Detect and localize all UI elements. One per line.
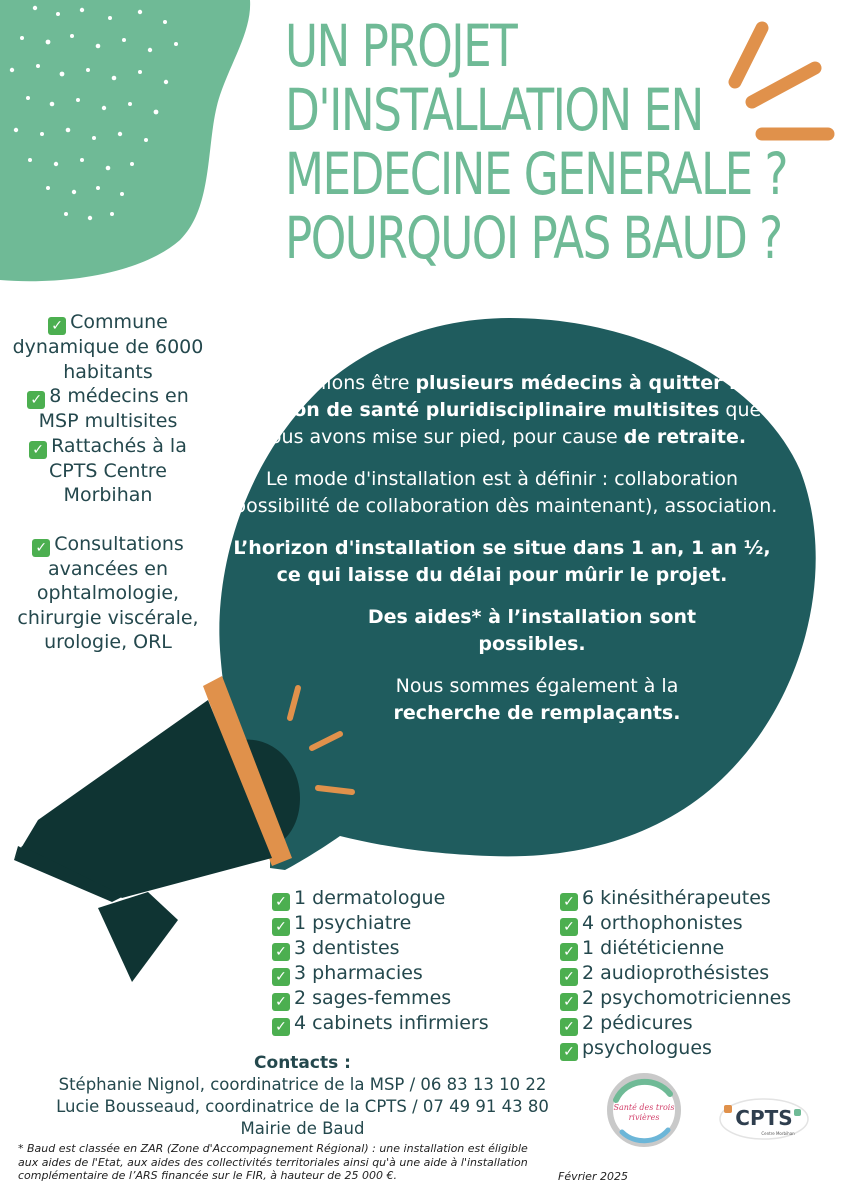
check-icon: ✓ <box>32 539 50 557</box>
contacts-title: Contacts : <box>254 1053 351 1073</box>
check-icon: ✓ <box>272 993 290 1011</box>
feature-text: 8 médecins en MSP multisites <box>38 385 189 432</box>
decorative-strokes <box>720 20 840 150</box>
svg-text:rivières: rivières <box>628 1113 660 1122</box>
contact-mairie: Mairie de Baud <box>240 1119 365 1138</box>
svg-text:Santé des trois: Santé des trois <box>613 1103 675 1112</box>
check-icon: ✓ <box>560 943 578 961</box>
contacts-section <box>30 1052 575 1140</box>
check-icon: ✓ <box>272 943 290 961</box>
check-icon: ✓ <box>560 1018 578 1036</box>
title-line-1: UN PROJET <box>285 12 517 80</box>
check-icon: ✓ <box>560 968 578 986</box>
title-line-2: D'INSTALLATION EN <box>285 76 703 144</box>
text-bold: Des aides* à l’installation sont possibles. <box>367 606 697 655</box>
service-item <box>272 1011 489 1036</box>
svg-text:CPTS: CPTS <box>735 1106 793 1130</box>
check-icon: ✓ <box>560 893 578 911</box>
feature-item <box>8 434 208 508</box>
service-item <box>560 1036 791 1061</box>
title-line-3: MEDECINE GENERALE ? <box>285 140 787 208</box>
service-item <box>272 936 489 961</box>
paragraph-retraite <box>222 370 782 451</box>
title-line-4: POURQUOI PAS BAUD ? <box>285 204 782 272</box>
text-bold: plusieurs médecins à quitter la maison de santé pluridisciplinaire multisites <box>242 372 749 421</box>
check-icon: ✓ <box>272 1018 290 1036</box>
cpts-logo <box>718 1095 810 1145</box>
text-bold: recherche de remplaçants. <box>393 702 681 724</box>
service-label: 1 diététicienne <box>582 937 725 959</box>
contact-msp: Stéphanie Nignol, coordinatrice de la MSP / 06 83 13 10 22 <box>58 1075 547 1094</box>
service-item <box>560 961 791 986</box>
contact-cpts: Lucie Bousseaud, coordinatrice de la CPTS / 07 49 91 43 80 <box>56 1097 549 1116</box>
footnote: * Baud est classée en ZAR (Zone d'Accompagnement Régional) : une installation est éligible aux aides de l'Etat, aux aides des collectivités territoriales ainsi qu'à une aide à l'installation complémentaire de l’ARS financée sur le FIR, à hauteur de 25 000 €. <box>18 1142 528 1182</box>
publication-date: Février 2025 <box>558 1170 628 1183</box>
paragraph-mode: Le mode d'installation est à définir : collaboration (possibilité de collaboration dès maintenant), association. <box>226 468 778 517</box>
services-list-left <box>272 886 489 1036</box>
service-item <box>272 886 489 911</box>
service-label: psychologues <box>582 1037 712 1059</box>
service-label: 4 cabinets infirmiers <box>294 1012 489 1034</box>
svg-text:Centre Morbihan: Centre Morbihan <box>761 1131 795 1136</box>
feature-text: Rattachés à la CPTS Centre Morbihan <box>49 434 187 506</box>
service-label: 2 sages-femmes <box>294 987 452 1009</box>
check-icon: ✓ <box>27 391 45 409</box>
service-label: 2 pédicures <box>582 1012 693 1034</box>
service-label: 1 dermatologue <box>294 887 446 909</box>
text-span: Nous allons être <box>255 372 416 394</box>
feature-item <box>8 532 208 655</box>
service-item <box>272 911 489 936</box>
sante-trois-rivieres-logo <box>604 1070 684 1150</box>
check-icon: ✓ <box>560 918 578 936</box>
service-label: 3 pharmacies <box>294 962 423 984</box>
text-span: que nous avons mise sur pied, pour cause <box>257 399 762 448</box>
check-icon: ✓ <box>272 918 290 936</box>
check-icon: ✓ <box>272 893 290 911</box>
text-bold: de retraite. <box>623 426 747 448</box>
service-item <box>560 936 791 961</box>
check-icon: ✓ <box>48 317 66 335</box>
service-label: 3 dentistes <box>294 937 400 959</box>
service-label: 6 kinésithérapeutes <box>582 887 771 909</box>
feature-text: Commune dynamique de 6000 habitants <box>12 311 204 383</box>
paragraph-aides <box>222 604 782 658</box>
feature-item <box>8 310 208 384</box>
page-title <box>285 12 787 272</box>
feature-item <box>8 384 208 434</box>
check-icon: ✓ <box>560 1043 578 1061</box>
service-label: 4 orthophonistes <box>582 912 743 934</box>
check-icon: ✓ <box>29 441 47 459</box>
text-bold: L’horizon d'installation se situe dans 1 an, 1 an ½, ce qui laisse du délai pour mûrir le projet. <box>233 537 771 586</box>
service-item <box>560 886 791 911</box>
service-item <box>560 986 791 1011</box>
service-item <box>272 986 489 1011</box>
decorative-blob <box>0 0 260 310</box>
service-label: 2 audioprothésistes <box>582 962 770 984</box>
service-item <box>560 1011 791 1036</box>
check-icon: ✓ <box>272 968 290 986</box>
service-item <box>560 911 791 936</box>
services-list-right <box>560 886 791 1061</box>
check-icon: ✓ <box>560 993 578 1011</box>
features-list <box>8 310 208 655</box>
service-item <box>272 961 489 986</box>
service-label: 1 psychiatre <box>294 912 412 934</box>
paragraph-horizon <box>222 535 782 589</box>
service-label: 2 psychomotriciennes <box>582 987 792 1009</box>
text-span: Nous sommes également à la <box>395 675 679 697</box>
feature-text: Consultations avancées en ophtalmologie, chirurgie viscérale, urologie, ORL <box>17 532 199 653</box>
